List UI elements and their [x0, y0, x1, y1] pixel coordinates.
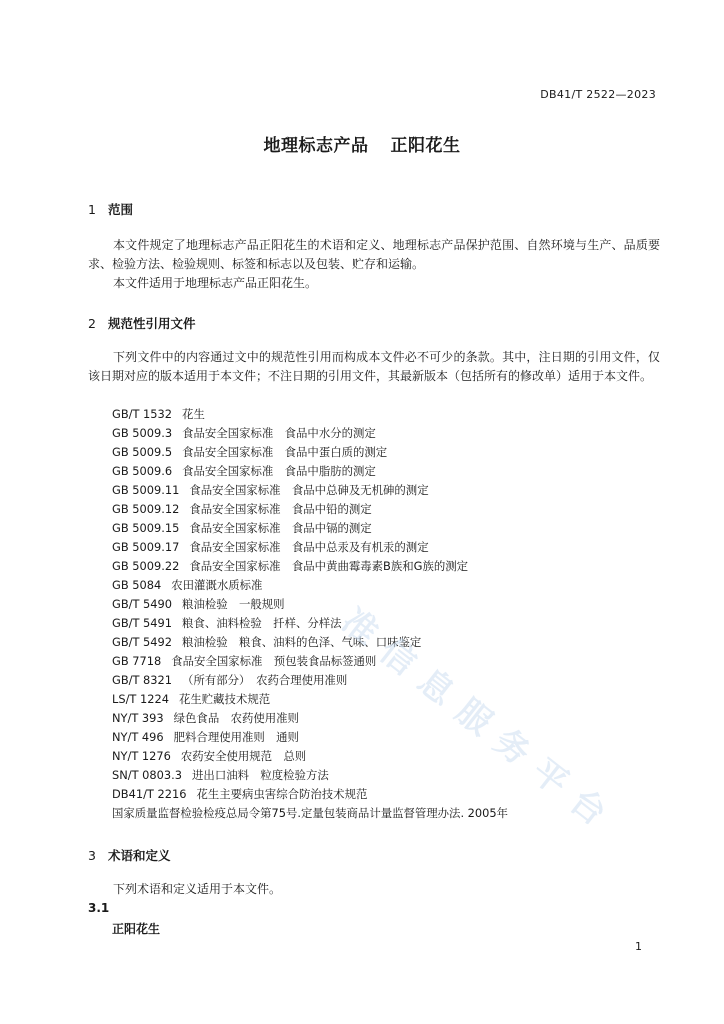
reference-title: 食品安全国家标准 食品中总汞及有机汞的测定: [189, 540, 429, 554]
reference-item: [112, 462, 508, 481]
reference-code: NY/T 393: [112, 711, 164, 725]
scope-paragraph-2: 本文件适用于地理标志产品正阳花生。: [113, 276, 318, 290]
reference-item: [112, 595, 508, 614]
section-number: 3: [88, 848, 96, 863]
reference-code: GB 5009.12: [112, 502, 180, 516]
reference-item: [112, 804, 508, 823]
section-number: 1: [88, 202, 96, 217]
section-number: 2: [88, 316, 96, 331]
reference-item: [112, 443, 508, 462]
reference-item: [112, 709, 508, 728]
reference-title: 食品安全国家标准 食品中总砷及无机砷的测定: [189, 483, 429, 497]
reference-code: GB 5009.17: [112, 540, 180, 554]
reference-title: 粮油检验 粮食、油料的色泽、气味、口味鉴定: [182, 635, 422, 649]
reference-title: 花生: [182, 407, 205, 421]
reference-title: 进出口油料 粒度检验方法: [192, 768, 329, 782]
section-heading-terms: [88, 846, 171, 864]
reference-code: GB/T 1532: [112, 407, 173, 421]
document-code: DB41/T 2522—2023: [540, 88, 656, 101]
reference-code: DB41/T 2216: [112, 787, 187, 801]
reference-item: [112, 424, 508, 443]
reference-code: GB 5009.6: [112, 464, 173, 478]
watermark-char: 务: [486, 721, 538, 774]
reference-title: 国家质量监督检验检疫总局令第75号.定量包装商品计量监督管理办法. 2005年: [112, 806, 509, 820]
reference-title: 花生贮藏技术规范: [178, 692, 271, 706]
reference-title: 食品安全国家标准 食品中脂肪的测定: [182, 464, 376, 478]
reference-item: [112, 766, 508, 785]
document-title: [0, 131, 724, 156]
normative-intro-paragraph: 下列文件中的内容通过文中的规范性引用而构成本文件必不可少的条款。其中，注日期的引用文件，仅该日期对应的版本适用于本文件；不注日期的引用文件，其最新版本（包括所有的修改单）适用于本文件。: [88, 350, 660, 383]
reference-item: [112, 576, 508, 595]
reference-title: 粮食、油料检验 扦样、分样法: [182, 616, 342, 630]
reference-code: NY/T 1276: [112, 749, 171, 763]
reference-title: 食品安全国家标准 食品中蛋白质的测定: [182, 445, 388, 459]
reference-title: 肥料合理使用准则 通则: [173, 730, 299, 744]
reference-code: GB 5084: [112, 578, 162, 592]
reference-item: [112, 519, 508, 538]
reference-title: 农药安全使用规范 总则: [180, 749, 307, 763]
reference-code: GB 5009.22: [112, 559, 180, 573]
reference-code: SN/T 0803.3: [112, 768, 183, 782]
section-heading-scope: [88, 200, 133, 218]
reference-code: GB/T 5491: [112, 616, 173, 630]
section-heading-normative-references: [88, 314, 196, 332]
reference-item: [112, 652, 508, 671]
reference-item: [112, 690, 508, 709]
scope-paragraph-1: 本文件规定了地理标志产品正阳花生的术语和定义、地理标志产品保护范围、自然环境与生产、品质要求、检验方法、检验规则、标签和标志以及包装、贮存和运输。: [88, 238, 660, 271]
section-title: 术语和定义: [108, 848, 171, 863]
terms-intro-paragraph: 下列术语和定义适用于本文件。: [113, 882, 282, 896]
watermark-char: 准: [334, 601, 386, 654]
reference-item: [112, 728, 508, 747]
reference-title: （所有部分） 农药合理使用准则: [182, 673, 348, 687]
document-title-part1: 地理标志产品: [263, 136, 369, 156]
watermark-char: 信: [372, 631, 424, 684]
watermark-char: 服: [448, 691, 500, 744]
reference-code: GB 5009.15: [112, 521, 180, 535]
reference-code: GB/T 5492: [112, 635, 173, 649]
term-number: 3.1: [88, 901, 110, 915]
reference-item: [112, 614, 508, 633]
reference-item: [112, 671, 508, 690]
reference-title: 食品安全国家标准 食品中镉的测定: [189, 521, 372, 535]
reference-code: GB/T 5490: [112, 597, 173, 611]
term-name: 正阳花生: [112, 922, 161, 936]
reference-title: 花生主要病虫害综合防治技术规范: [196, 787, 368, 801]
reference-title: 食品安全国家标准 预包装食品标签通则: [171, 654, 377, 668]
reference-item: [112, 481, 508, 500]
reference-item: [112, 633, 508, 652]
watermark-char: 息: [410, 661, 462, 714]
reference-title: 粮油检验 一般规则: [182, 597, 285, 611]
reference-title: 农田灌溉水质标准: [171, 578, 263, 592]
reference-list: [112, 405, 508, 823]
watermark-char: 平: [524, 751, 576, 804]
reference-code: LS/T 1224: [112, 692, 169, 706]
reference-item: [112, 538, 508, 557]
reference-item: [112, 747, 508, 766]
watermark-char: 台: [562, 781, 614, 834]
section-title: 范围: [108, 202, 134, 217]
section-title: 规范性引用文件: [108, 316, 196, 331]
reference-title: 食品安全国家标准 食品中水分的测定: [182, 426, 376, 440]
reference-code: GB 5009.5: [112, 445, 173, 459]
reference-title: 绿色食品 农药使用准则: [173, 711, 299, 725]
reference-title: 食品安全国家标准 食品中黄曲霉毒素B族和G族的测定: [189, 559, 469, 573]
reference-item: [112, 405, 508, 424]
reference-item: [112, 500, 508, 519]
reference-item: [112, 557, 508, 576]
page-number: 1: [635, 940, 642, 953]
document-title-part2: 正阳花生: [390, 136, 461, 156]
reference-code: NY/T 496: [112, 730, 164, 744]
reference-item: [112, 785, 508, 804]
reference-title: 食品安全国家标准 食品中铅的测定: [189, 502, 372, 516]
reference-code: GB/T 8321: [112, 673, 173, 687]
reference-code: GB 5009.3: [112, 426, 173, 440]
reference-code: GB 7718: [112, 654, 162, 668]
reference-code: GB 5009.11: [112, 483, 180, 497]
